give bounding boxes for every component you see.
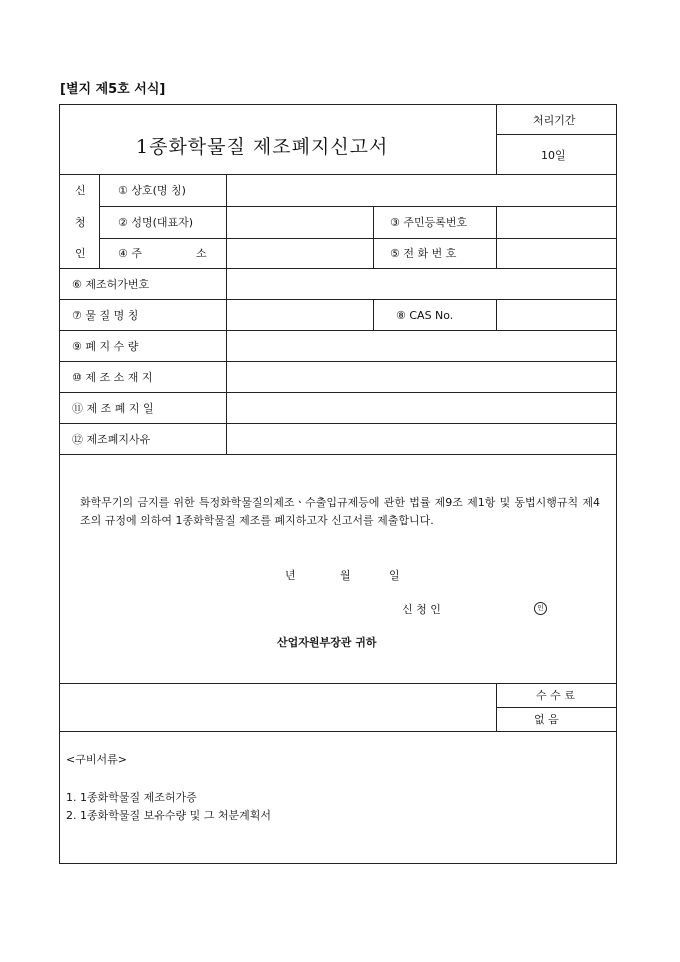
applicant-side-label: 인 [75, 247, 86, 260]
document-item: 2. 1종화학물질 보유수량 및 그 처분계획서 [66, 809, 271, 822]
field-label-substance-name: ⑦ 물 질 명 칭 [72, 309, 139, 322]
field-label-abolish-quantity: ⑨ 폐 지 수 량 [72, 340, 139, 353]
field-label-factory-location: ⑩ 제 조 소 재 지 [72, 371, 153, 384]
document-item: 1. 1종화학물질 제조허가증 [66, 791, 197, 804]
form-label: [별지 제5호 서식] [60, 82, 166, 97]
field-label-phone: ⑤ 전 화 번 호 [390, 247, 457, 260]
divider [226, 174, 227, 454]
field-label-abolish-date: ⑪ 제 조 폐 지 일 [72, 402, 154, 415]
divider [99, 174, 100, 268]
divider [59, 268, 617, 269]
divider [59, 683, 617, 684]
page-title: 1종화학물질 제조폐지신고서 [136, 136, 389, 158]
divider [59, 330, 617, 331]
divider [59, 392, 617, 393]
divider [59, 731, 617, 732]
date-month-label: 월 [340, 569, 351, 582]
divider [59, 361, 617, 362]
field-label-company-name: ① 상호(명 칭) [118, 184, 186, 197]
divider [496, 707, 617, 708]
fee-label: 수 수 료 [536, 689, 575, 702]
divider [496, 683, 497, 731]
divider [496, 206, 497, 268]
seal-stamp-icon: 인 [534, 602, 547, 615]
recipient: 산업자원부장관 귀하 [277, 636, 377, 649]
divider [99, 238, 617, 239]
field-label-address: ④ 주 [118, 247, 142, 260]
divider [496, 299, 497, 330]
divider [373, 206, 374, 268]
applicant-side-label: 신 [75, 184, 86, 197]
divider [59, 454, 617, 455]
divider [59, 423, 617, 424]
divider [496, 134, 617, 135]
divider [373, 299, 374, 330]
field-label-permit-number: ⑥ 제조허가번호 [72, 278, 150, 291]
field-label-cas-number: ⑧ CAS No. [396, 309, 454, 322]
processing-label: 처리기간 [533, 114, 576, 127]
applicant-side-label: 청 [75, 216, 86, 229]
divider [59, 174, 617, 175]
documents-heading: <구비서류> [66, 753, 127, 766]
date-year-label: 년 [285, 569, 296, 582]
field-label-representative: ② 성명(대표자) [118, 216, 194, 229]
divider [496, 104, 497, 174]
divider [59, 299, 617, 300]
applicant-sign-label: 신 청 인 [402, 603, 441, 616]
statement-text: 화학무기의 금지를 위한 특정화학물질의제조ㆍ수출입규제등에 관한 법률 제9조 제1항 및 동법시행규칙 제4조의 규정에 의하여 1종화학물질 제조를 폐지하고자 신고서를 제출합니다. [80, 496, 600, 527]
date-day-label: 일 [389, 569, 400, 582]
field-label-resident-number: ③ 주민등록번호 [390, 216, 468, 229]
divider [99, 206, 617, 207]
processing-value: 10일 [541, 149, 566, 162]
field-label-abolish-reason: ⑫ 제조폐지사유 [72, 433, 151, 446]
field-label-address-suffix: 소 [196, 247, 207, 260]
fee-value: 없 음 [534, 713, 559, 726]
